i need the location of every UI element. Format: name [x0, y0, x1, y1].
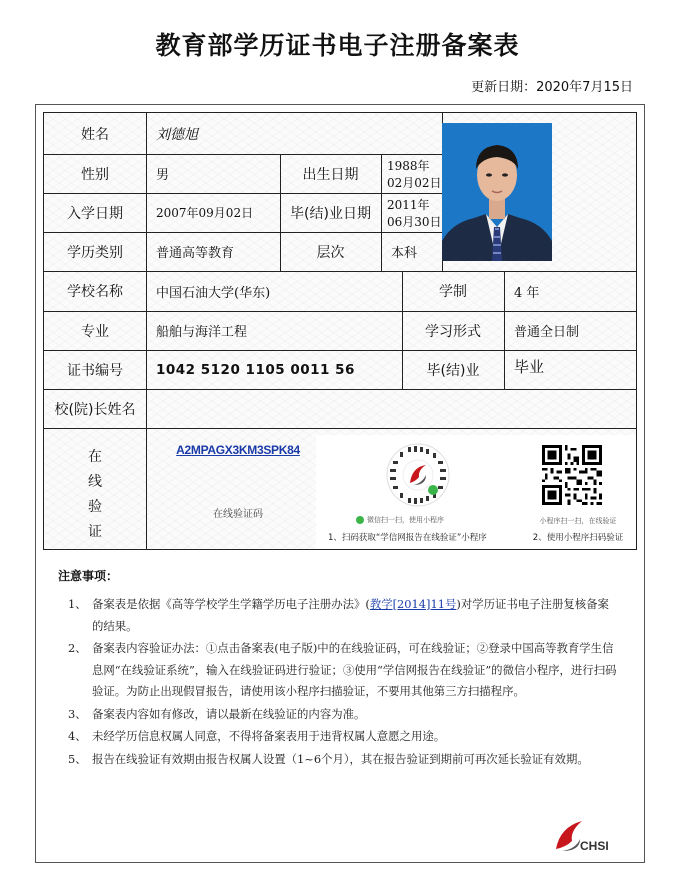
duration-label: 学制 [439, 284, 467, 300]
note-item: 2、 备案表内容验证办法：①点击备案表(电子版)中的在线验证码，可在线验证；②登录中国高等教育学生信息网“在线验证系统”，输入在线验证码进行验证；③使用“学信网报告在线验证”的微信小程序，进行扫码验证。为防止出现假冒报告，请使用该小程序扫描验证，不要用其他第三方扫描程序。 [68, 641, 617, 698]
notes-section [58, 567, 618, 771]
note-item: 4、 未经学历信息权属人同意，不得将备案表用于违背权属人意愿之用途。 [68, 729, 446, 743]
level-value: 本科 [391, 246, 418, 261]
study-form-label: 学习形式 [425, 323, 481, 340]
miniprogram-code-icon [386, 443, 450, 507]
edu-type-value: 普通高等教育 [156, 246, 235, 261]
wechat-icon [356, 516, 364, 524]
miniprogram-hint: 小程序扫一扫，在线验证 [539, 517, 617, 525]
birth-label: 出生日期 [302, 166, 359, 183]
status-value: 毕业 [514, 358, 545, 376]
chsi-logo-text: CHSI [580, 839, 609, 853]
note-item: 5、 报告在线验证有效期由报告权属人设置（1~6个月），其在报告验证到期前可再次延长验证有效期。 [68, 751, 589, 766]
duration-value: 4 年 [514, 285, 540, 301]
record-table [43, 112, 637, 550]
qr-panel [316, 435, 637, 550]
name-value: 刘德旭 [156, 126, 198, 143]
verify-char: 证 [88, 523, 102, 540]
name-label: 姓名 [81, 126, 109, 143]
chsi-logo [552, 813, 622, 855]
verification-code-caption: 在线验证码 [213, 509, 263, 520]
notes-title: 注意事项： [58, 569, 119, 583]
school-value: 中国石油大学(华东) [156, 285, 271, 301]
note-item: 1、 备案表是依据《高等学校学生学籍学历电子注册办法》(教学[2014]11号)对学历证书电子注册复核备案的结果。 [68, 597, 609, 633]
birth-value: 1988年02月02日 [387, 158, 442, 190]
step2-text: 2、使用小程序扫码验证 [532, 533, 624, 543]
verification-code-link[interactable]: A2MPAGX3KM3SPK84 [176, 443, 300, 457]
online-verify-label [44, 435, 146, 550]
enroll-value: 2007年09月02日 [156, 206, 254, 220]
cert-no-value: 1042 5120 1105 0011 56 [156, 361, 355, 378]
status-label: 毕(结)业 [426, 362, 480, 379]
gender-value: 男 [156, 168, 170, 183]
edu-type-label: 学历类别 [67, 244, 123, 261]
president-value [146, 389, 637, 428]
major-label: 专业 [81, 323, 109, 340]
level-label: 层次 [316, 244, 345, 261]
update-date: 更新日期：2020年7月15日 [471, 80, 633, 95]
record-frame [35, 104, 645, 863]
major-value: 船舶与海洋工程 [156, 325, 248, 340]
president-label: 校(院)长姓名 [54, 401, 136, 418]
page-title: 教育部学历证书电子注册备案表 [155, 31, 520, 60]
verify-char: 验 [88, 498, 102, 515]
step1-text: 1、扫码获取“学信网报告在线验证”小程序 [328, 533, 487, 543]
graduate-value: 2011年06月30日 [387, 197, 442, 229]
wechat-hint: 微信扫一扫，使用小程序 [367, 516, 444, 524]
enroll-label: 入学日期 [67, 205, 123, 222]
qr-code-icon [542, 445, 602, 505]
person-photo [442, 123, 552, 261]
note-item: 3、 备案表内容如有修改，请以最新在线验证的内容为准。 [68, 706, 366, 721]
study-form-value: 普通全日制 [514, 325, 580, 340]
graduate-label: 毕(结)业日期 [290, 205, 371, 222]
verify-char: 在 [88, 448, 102, 465]
gender-label: 性别 [81, 166, 109, 183]
cert-no-label: 证书编号 [67, 362, 123, 379]
school-label: 学校名称 [67, 284, 123, 300]
policy-link[interactable]: 教学[2014]11号 [369, 597, 457, 611]
verify-char: 线 [88, 473, 102, 490]
